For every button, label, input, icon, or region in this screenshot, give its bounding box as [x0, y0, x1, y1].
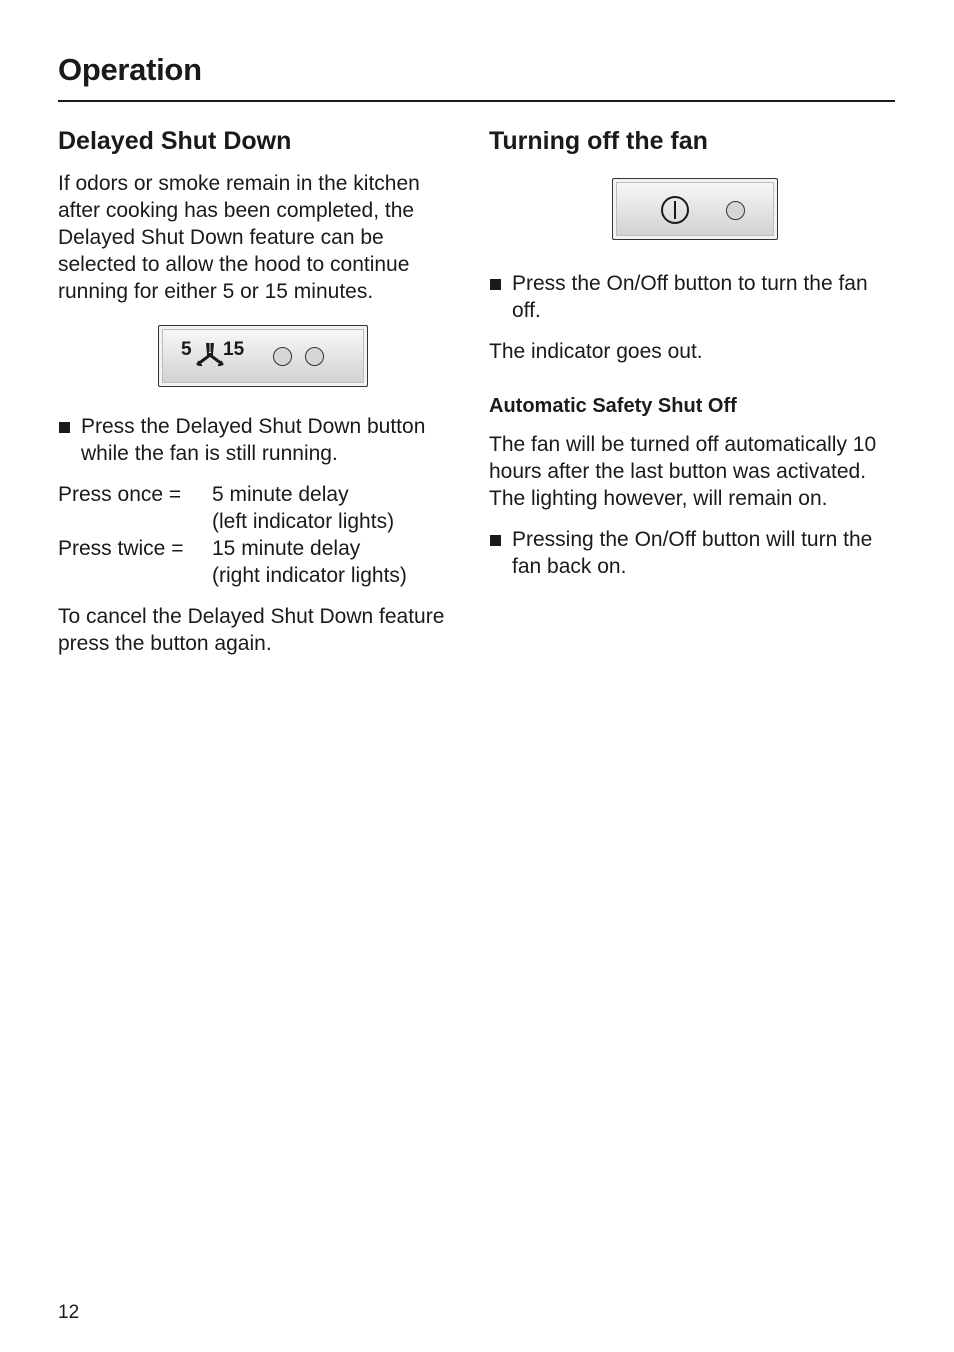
delay-15-label: 15 [223, 339, 245, 360]
onoff-bullet [489, 270, 889, 324]
safety-text: The fan will be turned off automatically 10 hours after the last button was activated. The lighting however, will remain on. [489, 433, 877, 510]
on-off-button [612, 178, 778, 240]
subheading-safety-shut-off: Automatic Safety Shut Off [489, 395, 737, 417]
press-value-main: 15 minute delay [212, 537, 361, 560]
delayed-intro-text: If odors or smoke remain in the kitchen after cooking has been completed, the Delayed Shut Down feature can be selected to allow the hood to continue running for either 5 or 15 minutes. [58, 172, 420, 303]
press-row-once [58, 481, 458, 535]
right-column [489, 124, 889, 594]
press-value [212, 481, 458, 535]
indicator-text: The indicator goes out. [489, 340, 703, 363]
page-title: Operation [58, 52, 202, 87]
left-column [58, 124, 458, 671]
bullet-square-icon [490, 535, 501, 546]
press-table [58, 481, 458, 589]
delayed-bullet [58, 413, 458, 467]
fan-icon [195, 340, 225, 370]
press-key: Press once = [58, 483, 182, 506]
delayed-bullet-text: Press the Delayed Shut Down button while the fan is still running. [81, 415, 426, 465]
section-heading-turning-off: Turning off the fan [489, 127, 708, 155]
safety-bullet-text: Pressing the On/Off button will turn the fan back on. [512, 528, 873, 578]
cancel-text: To cancel the Delayed Shut Down feature press the button again. [58, 605, 445, 655]
onoff-indicator-light [726, 201, 745, 220]
press-key: Press twice = [58, 537, 184, 560]
safety-bullet [489, 526, 889, 580]
bullet-square-icon [490, 279, 501, 290]
left-indicator-light [273, 347, 292, 366]
bullet-square-icon [59, 422, 70, 433]
title-divider [58, 100, 895, 102]
press-value-note: (right indicator lights) [212, 564, 407, 587]
delay-panel-figure [58, 325, 458, 387]
press-value-note: (left indicator lights) [212, 510, 395, 533]
page-number: 12 [58, 1302, 80, 1323]
onoff-panel-figure [489, 178, 889, 240]
onoff-bullet-text: Press the On/Off button to turn the fan off. [512, 272, 868, 322]
delay-5-label: 5 [181, 339, 192, 360]
power-icon [660, 195, 690, 225]
section-heading-delayed-shut-down: Delayed Shut Down [58, 127, 292, 155]
press-value [212, 535, 458, 589]
right-indicator-light [305, 347, 324, 366]
press-row-twice [58, 535, 458, 589]
delayed-shut-down-button [158, 325, 368, 387]
press-value-main: 5 minute delay [212, 483, 349, 506]
